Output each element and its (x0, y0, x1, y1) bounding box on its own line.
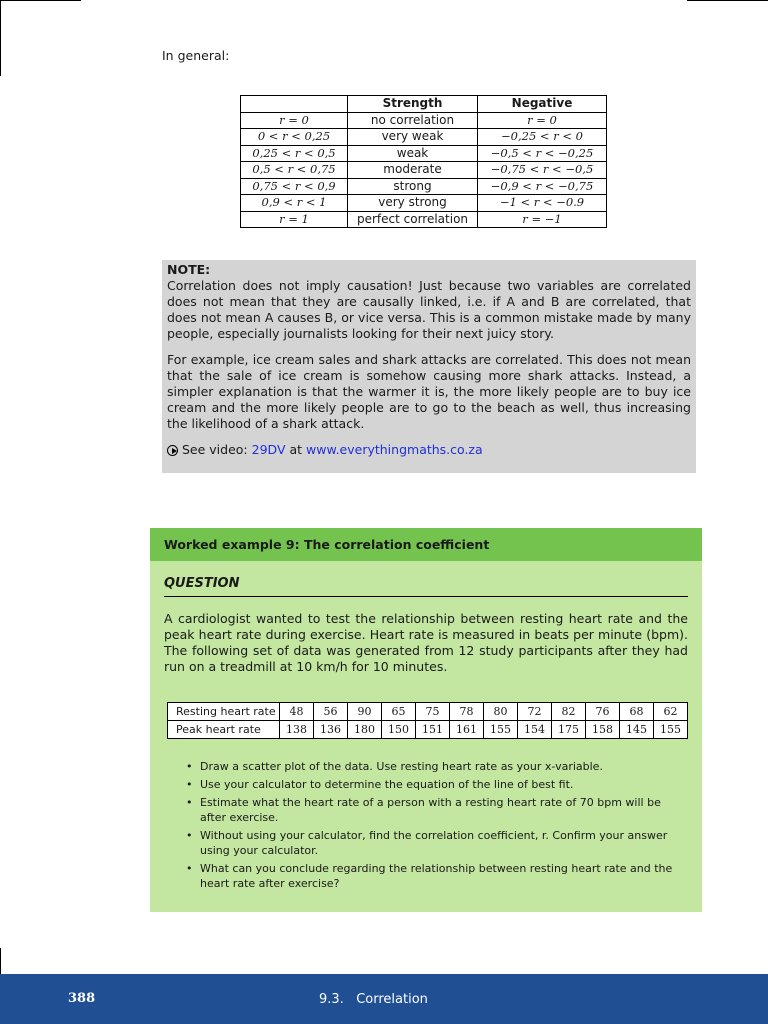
play-circle-icon[interactable] (167, 445, 178, 456)
table-row (241, 195, 607, 212)
table-cell: 48 (280, 703, 314, 721)
table-cell: 78 (450, 703, 484, 721)
table-cell: −0,25 < r < 0 (478, 129, 607, 146)
table-cell: 158 (586, 721, 620, 739)
table-cell: 180 (348, 721, 382, 739)
table-cell: 62 (654, 703, 688, 721)
table-cell: 56 (314, 703, 348, 721)
crop-mark (0, 948, 1, 974)
table-header: Strength (348, 96, 478, 113)
table-cell: weak (348, 145, 478, 162)
table-cell: r = 1 (241, 211, 348, 228)
table-row (241, 145, 607, 162)
heart-rate-data-table (167, 702, 688, 739)
table-cell: 0,25 < r < 0,5 (241, 145, 348, 162)
table-cell: perfect correlation (348, 211, 478, 228)
video-at: at (289, 442, 303, 457)
table-cell: −0,9 < r < −0,75 (478, 178, 607, 195)
worked-example-title: Worked example 9: The correlation coefficient (150, 528, 702, 561)
table-cell: r = 0 (478, 112, 607, 129)
table-cell: 82 (552, 703, 586, 721)
note-box (162, 260, 696, 473)
table-row (241, 112, 607, 129)
table-cell: no correlation (348, 112, 478, 129)
table-cell: 155 (654, 721, 688, 739)
table-cell: 68 (620, 703, 654, 721)
question-heading: QUESTION (164, 576, 240, 591)
row-label: Resting heart rate (168, 703, 280, 721)
question-divider (164, 596, 688, 597)
table-row (241, 129, 607, 146)
table-cell: very strong (348, 195, 478, 212)
page-footer (0, 974, 768, 1024)
table-header (241, 96, 348, 113)
table-row (241, 211, 607, 228)
list-item: • Estimate what the heart rate of a person with a resting heart rate of 70 bpm will be after exercise. (186, 795, 688, 825)
table-cell: 175 (552, 721, 586, 739)
table-cell: 145 (620, 721, 654, 739)
video-code-link[interactable]: 29DV (251, 442, 286, 457)
list-item: • Draw a scatter plot of the data. Use resting heart rate as your x-variable. (186, 759, 688, 774)
note-paragraph: Correlation does not imply causation! Just because two variables are correlated does not mean that they are causally linked, i.e. if A and B are correlated, that does not mean A causes B, or vice versa. This is a common mistake made by many people, especially journalists looking for their next juicy story. (167, 278, 691, 341)
table-cell: r = −1 (478, 211, 607, 228)
table-cell: moderate (348, 162, 478, 179)
table-cell: 154 (518, 721, 552, 739)
table-cell: 80 (484, 703, 518, 721)
table-row (168, 703, 688, 721)
table-header-row (241, 96, 607, 113)
crop-mark (687, 0, 768, 1)
table-cell: 136 (314, 721, 348, 739)
intro-text: In general: (162, 48, 230, 63)
table-cell: −0,75 < r < −0,5 (478, 162, 607, 179)
table-cell: 150 (382, 721, 416, 739)
table-cell: 75 (416, 703, 450, 721)
note-title: NOTE: (167, 262, 211, 277)
table-cell: 161 (450, 721, 484, 739)
table-cell: 155 (484, 721, 518, 739)
row-label: Peak heart rate (168, 721, 280, 739)
worked-example-box (150, 528, 702, 912)
task-list (186, 759, 688, 894)
table-cell: 0,75 < r < 0,9 (241, 178, 348, 195)
table-cell: 0,9 < r < 1 (241, 195, 348, 212)
video-url-link[interactable]: www.everythingmaths.co.za (306, 442, 483, 457)
table-row (241, 178, 607, 195)
correlation-strength-table (240, 95, 607, 228)
table-cell: −1 < r < −0.9 (478, 195, 607, 212)
table-cell: 138 (280, 721, 314, 739)
table-header: Negative (478, 96, 607, 113)
video-line (167, 442, 691, 458)
question-text: A cardiologist wanted to test the relationship between resting heart rate and the peak heart rate during exercise. Heart rate is measured in beats per minute (bpm). The following set of data was generated from 12 study participants after they had run on a treadmill at 10 km/h for 10 minutes. (164, 611, 688, 674)
crop-mark (0, 0, 81, 1)
video-prefix: See video: (182, 442, 248, 457)
table-cell: 0,5 < r < 0,75 (241, 162, 348, 179)
table-cell: strong (348, 178, 478, 195)
table-cell: very weak (348, 129, 478, 146)
note-paragraph: For example, ice cream sales and shark attacks are correlated. This does not mean that the sale of ice cream is somehow causing more shark attacks. Instead, a simpler explanation is that the warmer it is, the more likely people are to buy ice cream and the more likely people are to go to the beach as well, thus increasing the likelihood of a shark attack. (167, 352, 691, 431)
table-row (168, 721, 688, 739)
crop-mark (0, 0, 1, 76)
list-item: • Without using your calculator, find the correlation coefficient, r. Confirm your answer using your calculator. (186, 828, 688, 858)
table-cell: −0,5 < r < −0,25 (478, 145, 607, 162)
table-cell: 65 (382, 703, 416, 721)
list-item: • Use your calculator to determine the equation of the line of best fit. (186, 777, 688, 792)
page-number: 388 (68, 991, 96, 1006)
table-cell: 72 (518, 703, 552, 721)
table-cell: 76 (586, 703, 620, 721)
table-cell: 0 < r < 0,25 (241, 129, 348, 146)
table-cell: r = 0 (241, 112, 348, 129)
list-item: • What can you conclude regarding the relationship between resting heart rate and the heart rate after exercise? (186, 861, 688, 891)
table-row (241, 162, 607, 179)
table-cell: 90 (348, 703, 382, 721)
table-cell: 151 (416, 721, 450, 739)
section-title: 9.3. Correlation (319, 992, 428, 1007)
